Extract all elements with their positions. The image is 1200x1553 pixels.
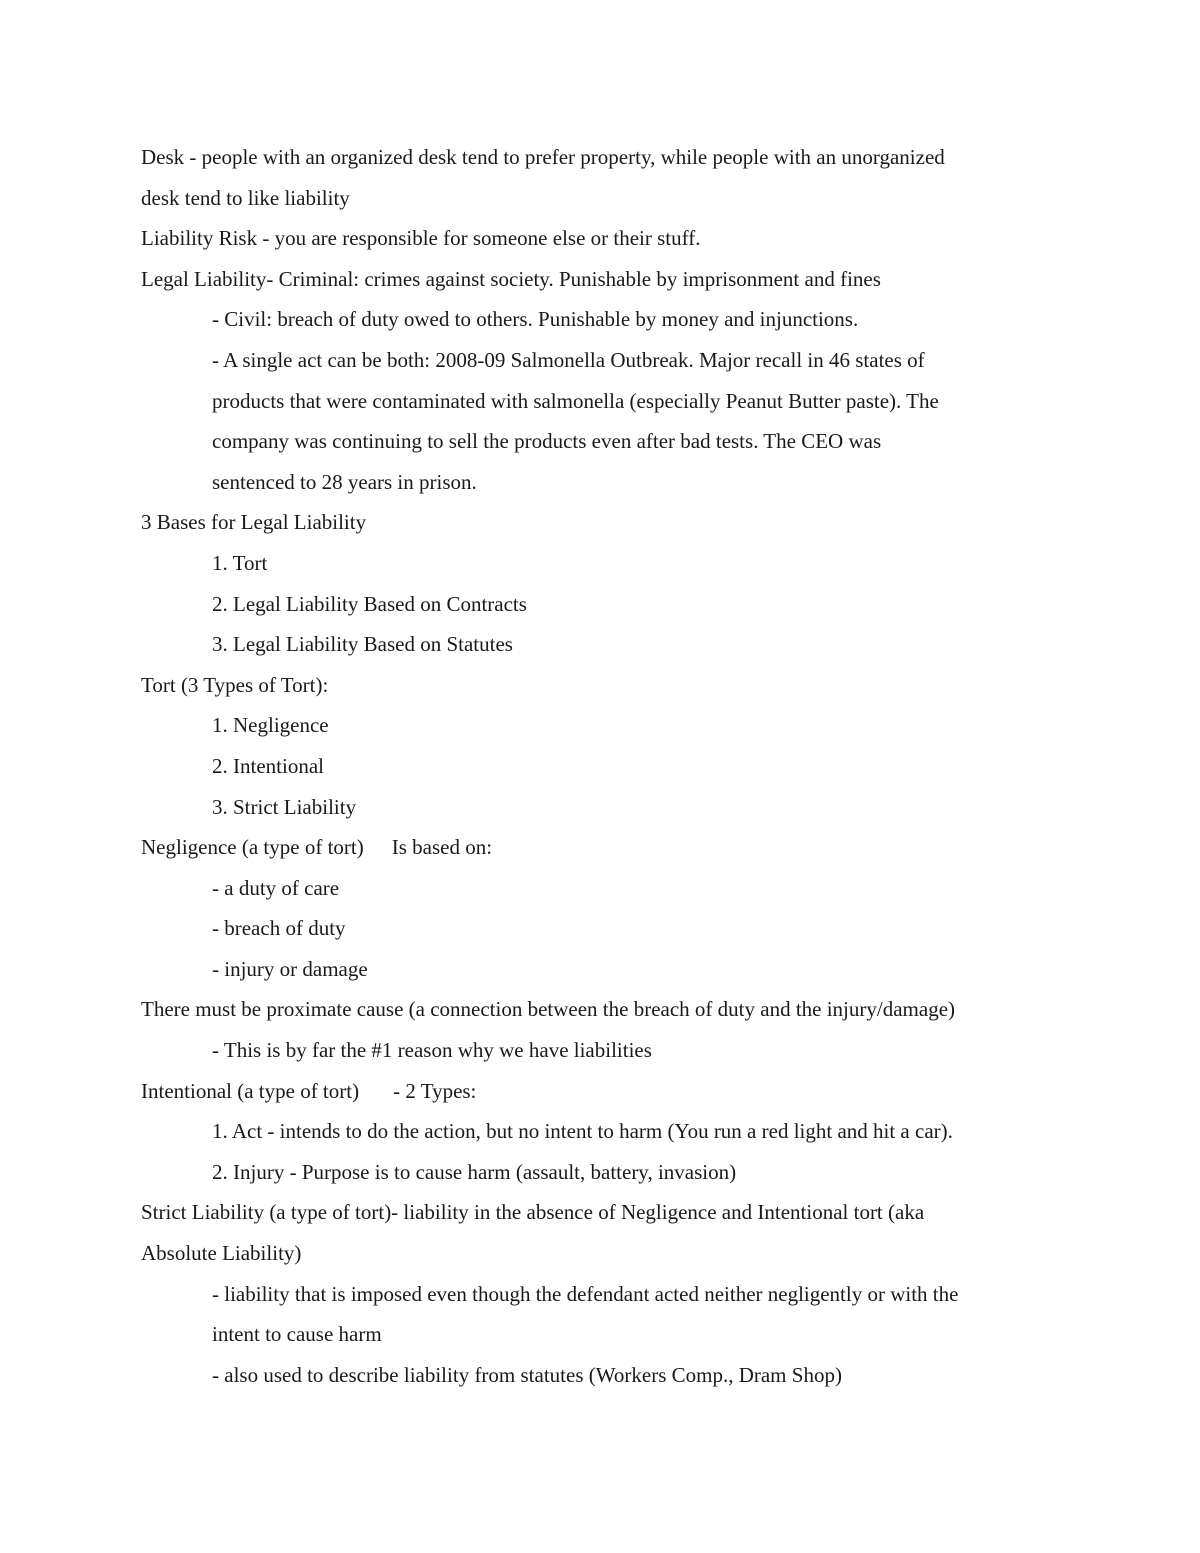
- strict-liability-detail-2: intent to cause harm: [212, 1322, 382, 1347]
- intentional-heading-left: Intentional (a type of tort): [141, 1078, 360, 1103]
- desk-line-1: Desk - people with an organized desk tend to prefer property, while people with an unorganized: [141, 145, 945, 169]
- negligence-item-duty: - a duty of care: [212, 875, 340, 900]
- proximate-cause-line: There must be proximate cause (a connection between the breach of duty and the injury/damage): [141, 997, 956, 1022]
- negligence-item-breach: - breach of duty: [212, 916, 346, 941]
- tort-type-intentional: 2. Intentional: [212, 753, 324, 778]
- bases-item-statutes: 3. Legal Liability Based on Statutes: [212, 632, 513, 657]
- negligence-heading-left: Negligence (a type of tort): [141, 835, 364, 860]
- bases-heading: 3 Bases for Legal Liability: [141, 510, 367, 535]
- negligence-heading: [141, 827, 1071, 868]
- intentional-item-act: 1. Act - intends to do the action, but no intent to harm (You run a red light and hit a car).: [212, 1119, 953, 1144]
- strict-liability-line-2: Absolute Liability): [141, 1241, 302, 1266]
- liability-risk-line: Liability Risk - you are responsible for someone else or their stuff.: [141, 226, 701, 251]
- intentional-item-injury: 2. Injury - Purpose is to cause harm (assault, battery, invasion): [212, 1159, 737, 1184]
- bases-item-tort: 1. Tort: [212, 550, 268, 575]
- desk-line-2: desk tend to like liability: [141, 185, 350, 210]
- document-body: [141, 137, 1071, 1395]
- bases-item-contracts: 2. Legal Liability Based on Contracts: [212, 591, 527, 616]
- intentional-heading: [141, 1071, 1071, 1112]
- legal-liability-civil-line: - Civil: breach of duty owed to others. Punishable by money and injunctions.: [212, 307, 859, 332]
- strict-liability-statutes: - also used to describe liability from statutes (Workers Comp., Dram Shop): [212, 1362, 842, 1387]
- strict-liability-detail-1: - liability that is imposed even though the defendant acted neither negligently or with the: [212, 1281, 959, 1306]
- tort-types-heading: Tort (3 Types of Tort):: [141, 672, 329, 697]
- legal-liability-criminal-line: Legal Liability- Criminal: crimes against society. Punishable by imprisonment and fines: [141, 266, 881, 291]
- negligence-item-injury: - injury or damage: [212, 956, 368, 981]
- negligence-heading-right: Is based on:: [391, 835, 493, 860]
- tort-type-strict-liability: 3. Strict Liability: [212, 794, 357, 819]
- salmonella-line-1: - A single act can be both: 2008-09 Salmonella Outbreak. Major recall in 46 states of: [212, 347, 925, 372]
- strict-liability-line-1: Strict Liability (a type of tort)- liability in the absence of Negligence and Intentional tort (aka: [141, 1200, 925, 1225]
- proximate-cause-note: - This is by far the #1 reason why we have liabilities: [212, 1038, 652, 1063]
- salmonella-line-4: sentenced to 28 years in prison.: [212, 469, 477, 494]
- intentional-heading-right: - 2 Types:: [393, 1078, 477, 1103]
- tort-type-negligence: 1. Negligence: [212, 713, 329, 738]
- salmonella-line-3: company was continuing to sell the products even after bad tests. The CEO was: [212, 429, 882, 454]
- salmonella-line-2: products that were contaminated with salmonella (especially Peanut Butter paste). The: [212, 388, 939, 413]
